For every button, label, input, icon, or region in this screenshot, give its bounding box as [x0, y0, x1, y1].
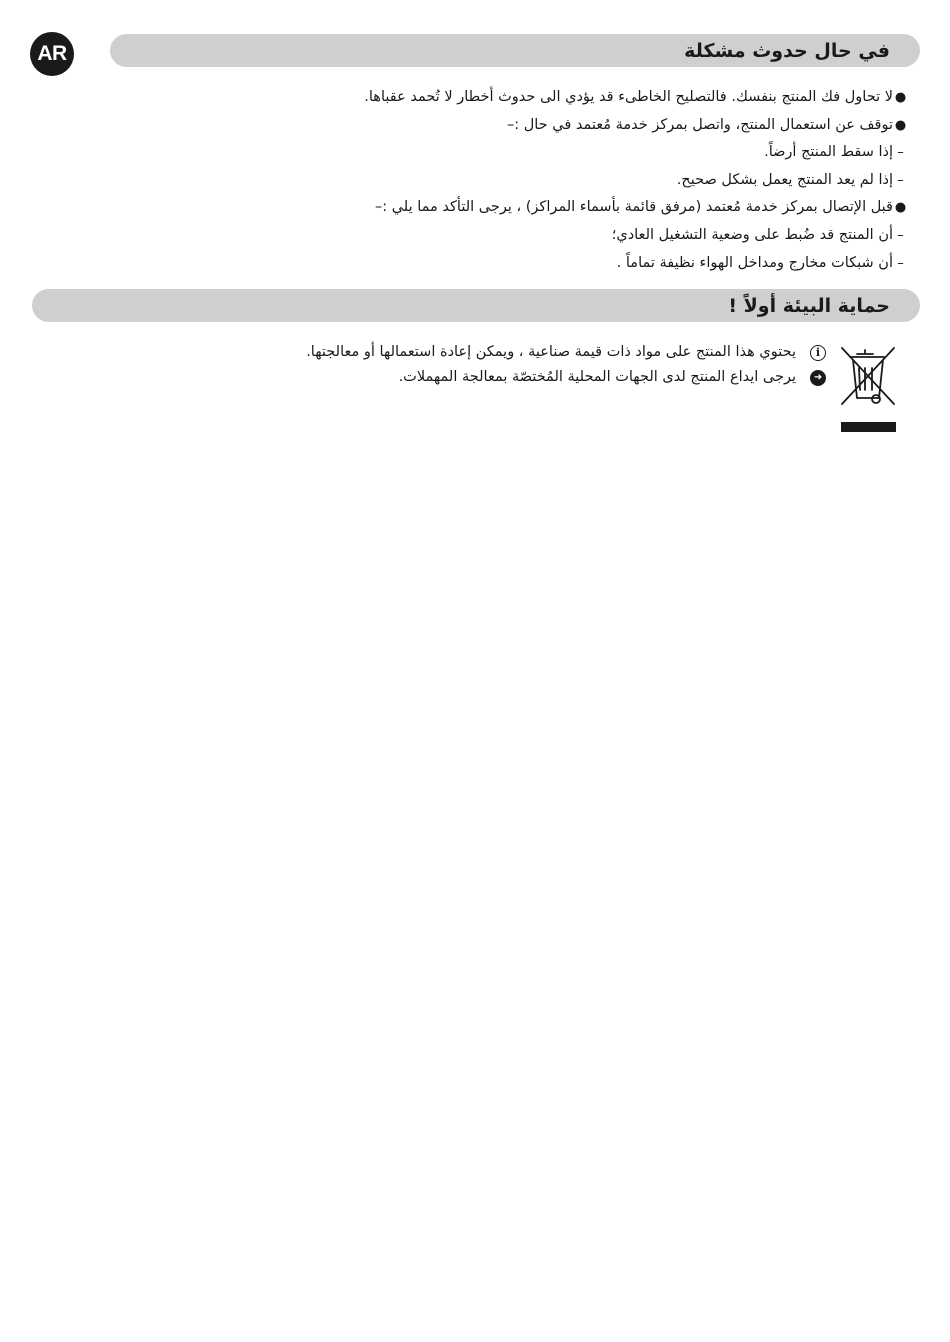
instruction-line [208, 222, 908, 250]
instruction-text: لا تحاول فك المنتج بنفسك. فالتصليح الخاطىء قد يؤدي الى حدوث أخطار لا تُحمد عقباها. [364, 89, 893, 105]
instruction-text: أن المنتج قد ضُبط على وضعية التشغيل العادي؛ [611, 226, 893, 243]
bullet-marker: ● [894, 90, 907, 105]
instruction-line [208, 194, 908, 222]
instruction-text: أن شبكات مخارج ومداخل الهواء نظيفة تماماً . [616, 254, 893, 271]
trouble-section-header [110, 34, 920, 67]
trouble-section-title: في حال حدوث مشكلة [684, 39, 890, 62]
dash-marker: – [897, 227, 904, 243]
instruction-line [208, 112, 908, 140]
environment-text: يرجى ايداع المنتج لدى الجهات المحلية المُختصّة بمعالجة المهملات. [398, 369, 796, 385]
environment-section-header [32, 289, 920, 322]
environment-section-title: حماية البيئة أولاً ! [728, 294, 890, 317]
environment-text: يحتوي هذا المنتج على مواد ذات قيمة صناعية ، ويمكن إعادة استعمالها أو معالجتها. [306, 344, 796, 360]
crossed-out-wheelie-bin-icon [838, 344, 898, 436]
dash-marker: – [897, 172, 904, 188]
instruction-line [208, 167, 908, 195]
bullet-marker: ● [894, 200, 907, 216]
language-badge: AR [30, 32, 74, 76]
environment-notes [106, 340, 826, 390]
dash-marker: – [897, 255, 904, 271]
dash-marker: – [897, 145, 904, 161]
environment-line [106, 340, 826, 365]
instruction-line [208, 250, 908, 278]
trouble-instructions-list [208, 84, 908, 277]
instruction-text: قبل الإتصال بمركز خدمة مُعتمد (مرفق قائمة بأسماء المراكز) ، يرجى التأكد مما يلي :– [374, 199, 893, 216]
bullet-marker: ● [894, 117, 907, 133]
instruction-text: إذا سقط المنتج أرضاً. [764, 144, 893, 161]
environment-line [106, 365, 826, 390]
instruction-text: توقف عن استعمال المنتج، واتصل بمركز خدمة مُعتمد في حال :– [506, 116, 893, 133]
instruction-text: إذا لم يعد المنتج يعمل بشكل صحيح. [676, 171, 893, 188]
info-icon: i [810, 345, 826, 361]
instruction-line [208, 84, 908, 112]
instruction-line [208, 139, 908, 167]
recycle-arrow-icon: ➜ [810, 370, 826, 386]
